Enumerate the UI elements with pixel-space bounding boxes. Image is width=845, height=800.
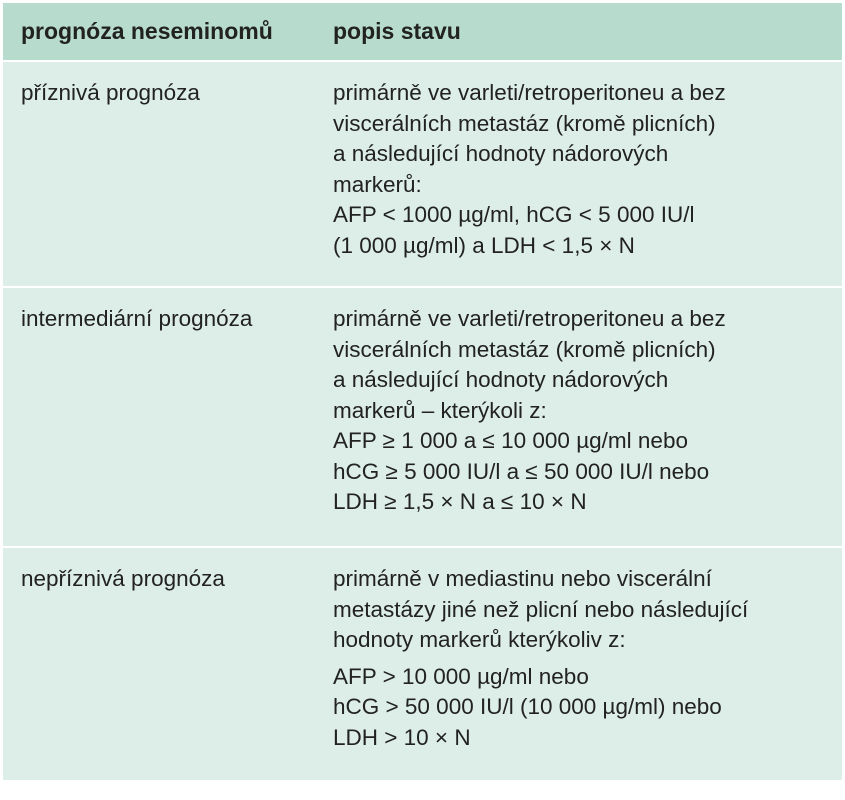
description-line: viscerálních metastáz (kromě plicních) xyxy=(333,110,716,136)
description-cell xyxy=(323,548,842,780)
header-prognosis: prognóza neseminomů xyxy=(21,18,273,44)
description-line: hCG ≥ 5 000 IU/l a ≤ 50 000 IU/l nebo xyxy=(333,458,710,484)
prognosis-cell: intermediární prognóza xyxy=(21,306,253,331)
description-line: AFP > 10 000 µg/ml nebo xyxy=(333,663,589,689)
description-line: AFP ≥ 1 000 a ≤ 10 000 µg/ml nebo xyxy=(333,428,688,453)
table-row xyxy=(3,62,842,288)
prognosis-table xyxy=(3,3,842,780)
table-row xyxy=(3,288,842,548)
description-line: AFP < 1000 µg/ml, hCG < 5 000 IU/l xyxy=(333,202,695,227)
table-header xyxy=(3,3,842,62)
description-line: hCG > 50 000 IU/l (10 000 µg/ml) nebo xyxy=(333,694,722,719)
description-line: a následující hodnoty nádorových xyxy=(333,367,669,392)
description-line: LDH > 10 × N xyxy=(333,724,471,750)
header-description: popis stavu xyxy=(333,18,461,44)
description-line: viscerálních metastáz (kromě plicních) xyxy=(333,336,716,362)
description-line: markerů: xyxy=(333,171,422,197)
description-line: hodnoty markerů kterýkoliv z: xyxy=(333,627,626,652)
description-line: (1 000 µg/ml) a LDH < 1,5 × N xyxy=(333,232,635,258)
description-cell xyxy=(323,62,842,286)
table-row xyxy=(3,548,842,780)
description-line: metastázy jiné než plicní nebo následující xyxy=(333,596,749,622)
description-line: primárně ve varleti/retroperitoneu a bez xyxy=(333,306,726,331)
description-line: a následující hodnoty nádorových xyxy=(333,141,669,166)
description-line: LDH ≥ 1,5 × N a ≤ 10 × N xyxy=(333,489,587,514)
description-line: primárně ve varleti/retroperitoneu a bez xyxy=(333,80,726,105)
prognosis-cell: příznivá prognóza xyxy=(21,80,200,105)
description-line: markerů – kterýkoli z: xyxy=(333,397,547,423)
description-line: primárně v mediastinu nebo viscerální xyxy=(333,566,712,591)
prognosis-cell: nepříznivá prognóza xyxy=(21,566,225,591)
description-cell xyxy=(323,288,842,546)
